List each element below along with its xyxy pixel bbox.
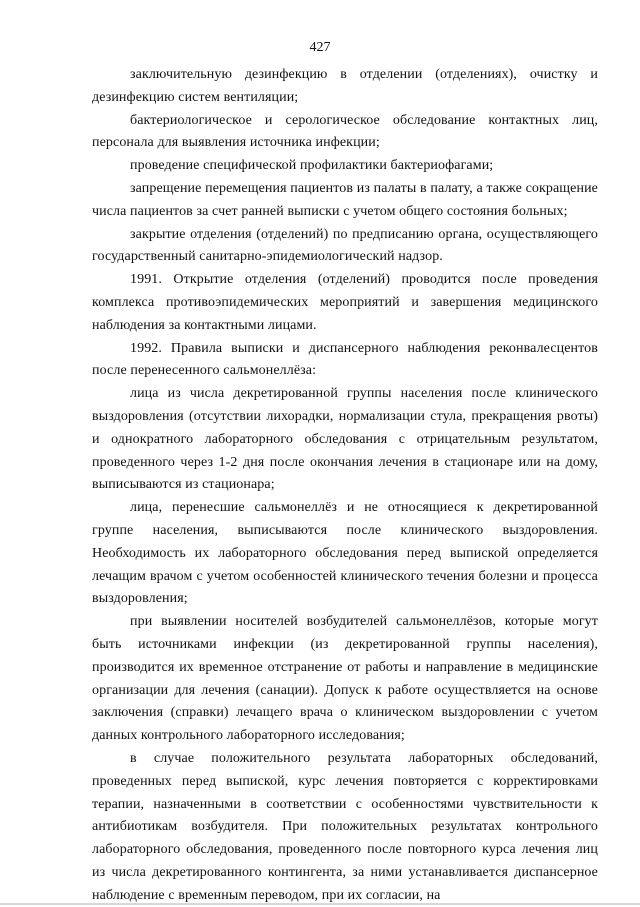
paragraph: 1992. Правила выписки и диспансерного наблюдения реконвалесцентов после перенесенного сальмонеллёза: (92, 340, 598, 379)
paragraph: при выявлении носителей возбудителей сальмонеллёзов, которые могут быть источниками инфекции (из декретированной группы населения), производится их временное отстранение от работы и направление в медицинские организации для лечения (санации). Допуск к работе осуществляется на основе заключения (справки) лечащего врача о клиническом выздоровлении с учетом данных контрольного лабораторного исследования; (92, 614, 598, 744)
document-body (92, 64, 598, 907)
page-number: 427 (309, 40, 331, 55)
paragraph: лица, перенесшие сальмонеллёз и не относящиеся к декретированной группе населения, выписываются после клинического выздоровления. Необходимость их лабораторного обследования перед выпиской определяется лечащим врачом с учетом особенностей клинического течения болезни и процесса выздоровления; (92, 500, 598, 607)
paragraph: запрещение перемещения пациентов из палаты в палату, а также сокращение числа пациентов за счет ранней выписки с учетом общего состояния больных; (92, 180, 598, 219)
paragraph: проведение специфической профилактики бактериофагами; (130, 158, 494, 174)
paragraph: бактериологическое и серологическое обследование контактных лиц, персонала для выявления источника инфекции; (92, 112, 598, 151)
paragraph: в случае положительного результата лабораторных обследований, проведенных перед выпиской, курс лечения повторяется с корректировками терапии, назначенными в соответствии с особенностями чувствительности к антибиотикам возбудителя. При положительных результатах контрольного лабораторного обследования, проведенного после повторного курса лечения лиц из числа декретированного контингента, за ними устанавливается диспансерное наблюдение с временным переводом, при их согласии, на (92, 750, 598, 903)
paragraph: заключительную дезинфекцию в отделении (отделениях), очистку и дезинфекцию систем вентиляции; (92, 67, 598, 105)
paragraph: 1991. Открытие отделения (отделений) проводится после проведения комплекса противоэпидемических мероприятий и завершения медицинского наблюдения за контактными лицами. (92, 272, 598, 333)
paragraph: лица из числа декретированной группы населения после клинического выздоровления (отсутствии лихорадки, нормализации стула, прекращения рвоты) и однократного лабораторного обследования с отрицательным результатом, проведенного через 1-2 дня после окончания лечения в стационаре или на дому, выписываются из стационара; (92, 386, 598, 493)
paragraph: закрытие отделения (отделений) по предписанию органа, осуществляющего государственный санитарно-эпидемиологический надзор. (92, 226, 598, 265)
